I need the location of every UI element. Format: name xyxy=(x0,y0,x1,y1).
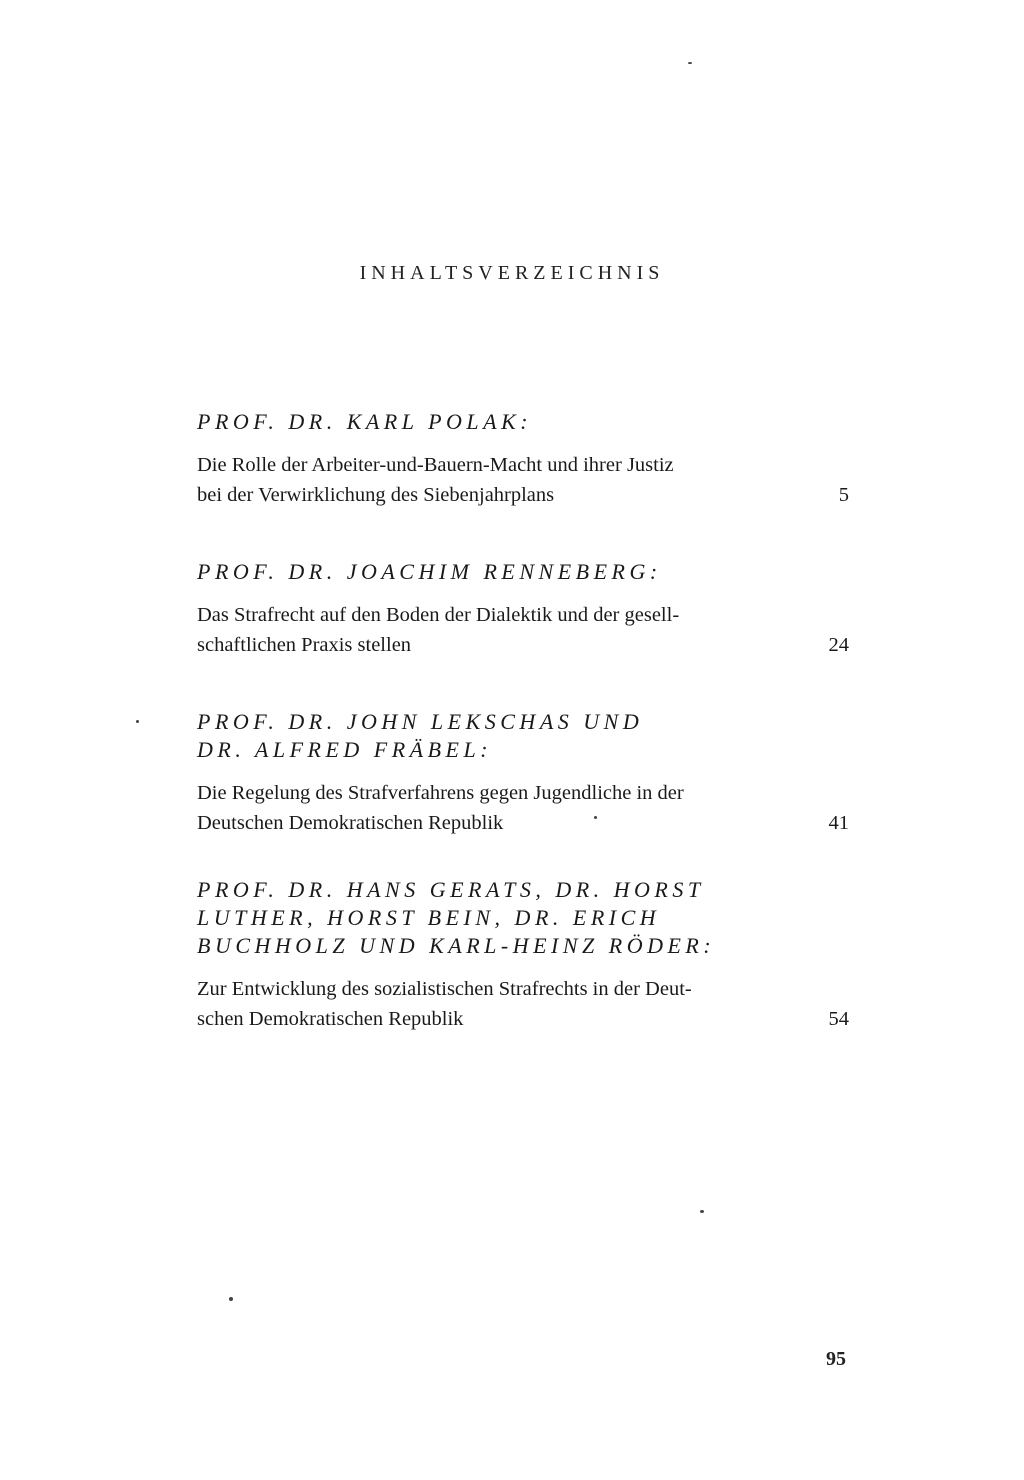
title-line: bei der Verwirklichung des Siebenjahrplans xyxy=(197,484,555,506)
entry-authors xyxy=(197,708,852,764)
page-number: 95 xyxy=(826,1348,846,1370)
entry-page-number: 41 xyxy=(828,812,849,834)
author-line: PROF. DR. JOHN LEKSCHAS UND xyxy=(197,709,644,734)
entry-title xyxy=(197,974,852,1034)
title-line: schen Demokratischen Republik xyxy=(197,1008,464,1030)
toc-entry xyxy=(197,708,852,838)
entry-title xyxy=(197,450,852,510)
author-line: LUTHER, HORST BEIN, DR. ERICH xyxy=(197,905,661,930)
author-line: BUCHHOLZ UND KARL-HEINZ RÖDER: xyxy=(197,933,716,958)
entry-page-number: 24 xyxy=(828,634,849,656)
entry-page-number: 54 xyxy=(828,1008,849,1030)
title-line: schaftlichen Praxis stellen xyxy=(197,634,412,656)
entry-authors xyxy=(197,558,852,586)
scan-speck xyxy=(594,816,597,819)
toc-entry xyxy=(197,558,852,660)
entry-authors xyxy=(197,876,852,960)
entry-authors xyxy=(197,408,852,436)
scan-speck xyxy=(688,62,692,64)
toc-entry xyxy=(197,876,852,1034)
title-line: Das Strafrecht auf den Boden der Dialektik und der gesell- xyxy=(197,604,680,626)
entry-title xyxy=(197,600,852,660)
author-line: DR. ALFRED FRÄBEL: xyxy=(197,737,493,762)
title-line: Deutschen Demokratischen Republik xyxy=(197,812,504,834)
toc-heading: INHALTSVERZEICHNIS xyxy=(359,262,665,284)
entry-page-number: 5 xyxy=(838,484,849,506)
author-line: PROF. DR. HANS GERATS, DR. HORST xyxy=(197,877,705,902)
scan-speck xyxy=(136,720,139,723)
title-line: Die Regelung des Strafverfahrens gegen Jugendliche in der xyxy=(197,782,684,804)
author-line: PROF. DR. KARL POLAK: xyxy=(197,409,533,434)
entry-title xyxy=(197,778,852,838)
title-line: Zur Entwicklung des sozialistischen Strafrechts in der Deut- xyxy=(197,978,692,1000)
scan-speck xyxy=(700,1210,704,1213)
author-line: PROF. DR. JOACHIM RENNEBERG: xyxy=(197,559,662,584)
scan-speck xyxy=(229,1297,233,1301)
title-line: Die Rolle der Arbeiter-und-Bauern-Macht und ihrer Justiz xyxy=(197,454,674,476)
toc-entry xyxy=(197,408,852,510)
table-of-contents xyxy=(197,408,852,1034)
